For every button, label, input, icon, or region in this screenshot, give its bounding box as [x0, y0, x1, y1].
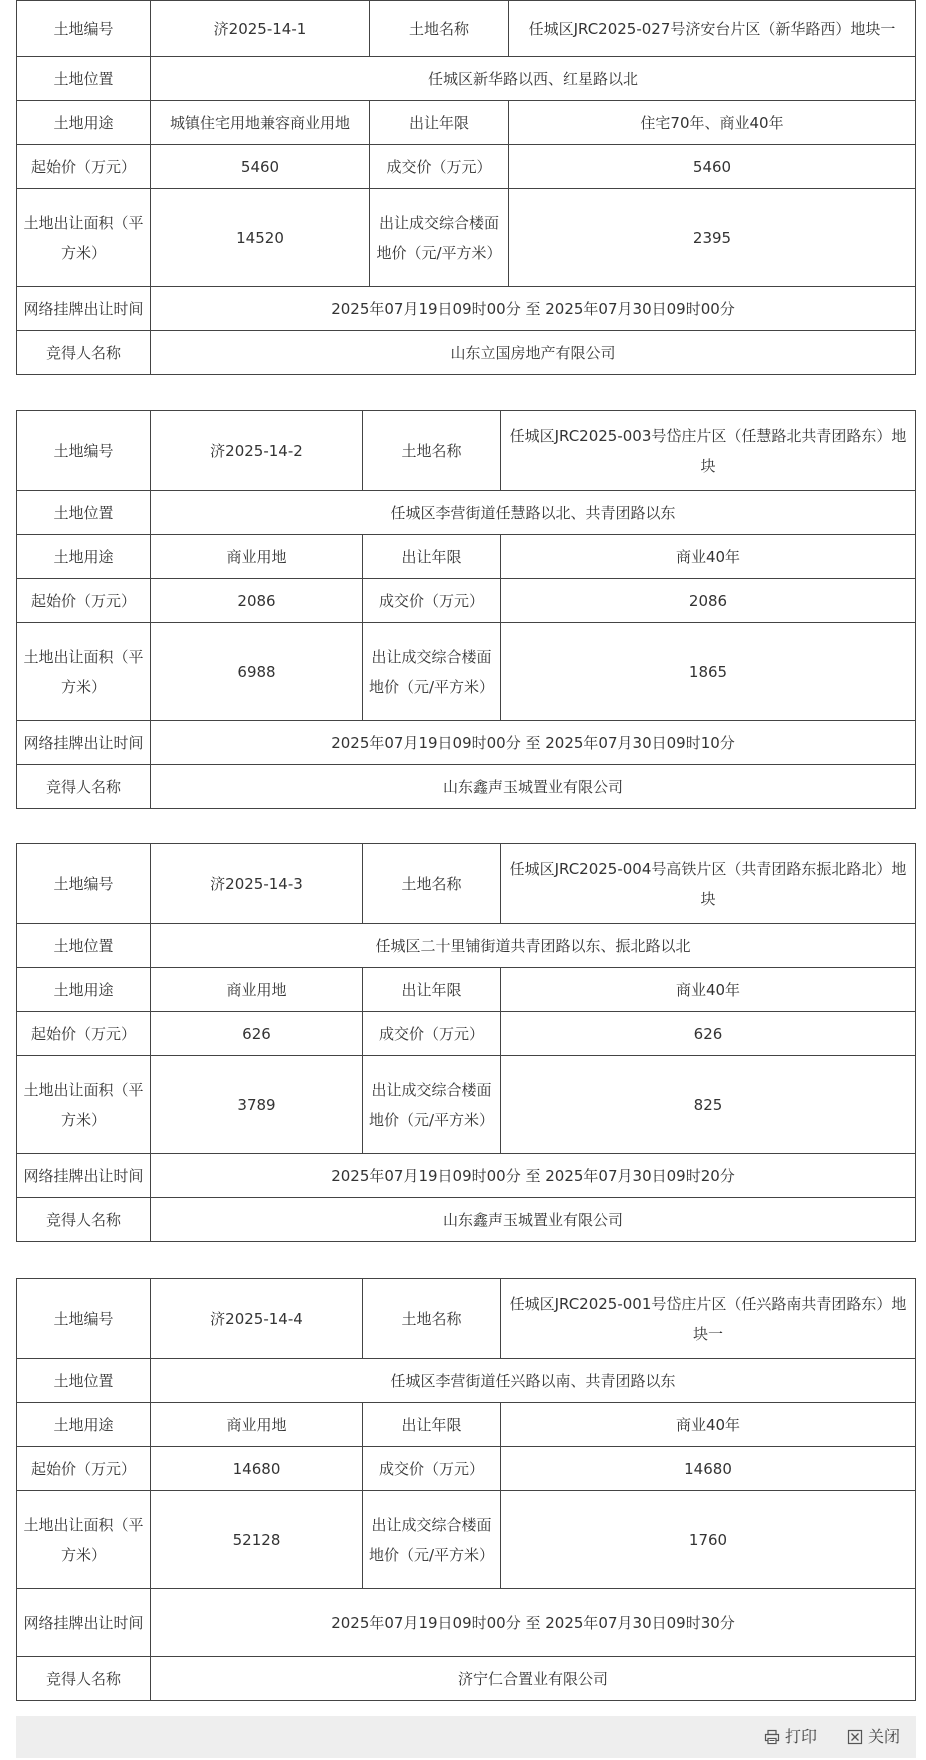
value-location: 任城区李营街道任慧路以北、共青团路以东: [151, 491, 916, 535]
value-deal-price: 626: [501, 1012, 916, 1056]
land-table-2: [16, 410, 916, 809]
label-land-no: 土地编号: [17, 1, 151, 57]
value-area: 14520: [151, 189, 370, 287]
label-location: 土地位置: [17, 491, 151, 535]
label-start-price: 起始价（万元）: [17, 145, 151, 189]
label-deal-price: 成交价（万元）: [363, 1447, 501, 1491]
label-land-name: 土地名称: [363, 1279, 501, 1359]
value-floor-price: 1760: [501, 1491, 916, 1589]
label-land-name: 土地名称: [363, 411, 501, 491]
value-land-name: 任城区JRC2025-004号高铁片区（共青团路东振北路北）地块: [501, 844, 916, 924]
label-floor-price: 出让成交综合楼面地价（元/平方米）: [363, 623, 501, 721]
value-location: 任城区新华路以西、红星路以北: [151, 57, 916, 101]
label-location: 土地位置: [17, 924, 151, 968]
label-winner: 竞得人名称: [17, 1657, 151, 1701]
label-start-price: 起始价（万元）: [17, 1012, 151, 1056]
printer-icon: [764, 1729, 780, 1745]
label-listing-time: 网络挂牌出让时间: [17, 1154, 151, 1198]
label-location: 土地位置: [17, 57, 151, 101]
label-term: 出让年限: [363, 535, 501, 579]
value-land-no: 济2025-14-1: [151, 1, 370, 57]
value-winner: 山东鑫声玉城置业有限公司: [151, 765, 916, 809]
label-floor-price: 出让成交综合楼面地价（元/平方米）: [363, 1491, 501, 1589]
value-deal-price: 5460: [509, 145, 916, 189]
label-listing-time: 网络挂牌出让时间: [17, 287, 151, 331]
label-usage: 土地用途: [17, 968, 151, 1012]
value-start-price: 5460: [151, 145, 370, 189]
value-usage: 商业用地: [151, 535, 363, 579]
label-winner: 竞得人名称: [17, 1198, 151, 1242]
value-listing-time: 2025年07月19日09时00分 至 2025年07月30日09时30分: [151, 1589, 916, 1657]
label-area: 土地出让面积（平方米）: [17, 189, 151, 287]
print-label: 打印: [785, 1727, 818, 1746]
value-deal-price: 2086: [501, 579, 916, 623]
close-label: 关闭: [868, 1727, 901, 1746]
label-area: 土地出让面积（平方米）: [17, 1056, 151, 1154]
label-usage: 土地用途: [17, 535, 151, 579]
value-area: 6988: [151, 623, 363, 721]
print-button[interactable]: [764, 1716, 817, 1758]
value-usage: 商业用地: [151, 1403, 363, 1447]
land-table-1: [16, 0, 916, 375]
land-table-4: [16, 1278, 916, 1701]
value-land-no: 济2025-14-3: [151, 844, 363, 924]
value-land-name: 任城区JRC2025-003号岱庄片区（任慧路北共青团路东）地块: [501, 411, 916, 491]
label-listing-time: 网络挂牌出让时间: [17, 721, 151, 765]
value-winner: 济宁仁合置业有限公司: [151, 1657, 916, 1701]
label-area: 土地出让面积（平方米）: [17, 623, 151, 721]
label-floor-price: 出让成交综合楼面地价（元/平方米）: [370, 189, 509, 287]
label-deal-price: 成交价（万元）: [363, 1012, 501, 1056]
value-location: 任城区二十里铺街道共青团路以东、振北路以北: [151, 924, 916, 968]
value-floor-price: 1865: [501, 623, 916, 721]
value-listing-time: 2025年07月19日09时00分 至 2025年07月30日09时20分: [151, 1154, 916, 1198]
value-deal-price: 14680: [501, 1447, 916, 1491]
label-floor-price: 出让成交综合楼面地价（元/平方米）: [363, 1056, 501, 1154]
label-area: 土地出让面积（平方米）: [17, 1491, 151, 1589]
value-listing-time: 2025年07月19日09时00分 至 2025年07月30日09时00分: [151, 287, 916, 331]
label-usage: 土地用途: [17, 101, 151, 145]
label-land-no: 土地编号: [17, 1279, 151, 1359]
label-winner: 竞得人名称: [17, 331, 151, 375]
label-land-no: 土地编号: [17, 411, 151, 491]
label-deal-price: 成交价（万元）: [363, 579, 501, 623]
label-deal-price: 成交价（万元）: [370, 145, 509, 189]
close-box-icon: [847, 1729, 863, 1745]
label-land-name: 土地名称: [363, 844, 501, 924]
land-table-3: [16, 843, 916, 1242]
label-listing-time: 网络挂牌出让时间: [17, 1589, 151, 1657]
value-start-price: 14680: [151, 1447, 363, 1491]
value-land-no: 济2025-14-4: [151, 1279, 363, 1359]
value-usage: 城镇住宅用地兼容商业用地: [151, 101, 370, 145]
value-term: 商业40年: [501, 1403, 916, 1447]
value-winner: 山东鑫声玉城置业有限公司: [151, 1198, 916, 1242]
value-area: 3789: [151, 1056, 363, 1154]
value-term: 住宅70年、商业40年: [509, 101, 916, 145]
label-term: 出让年限: [363, 1403, 501, 1447]
label-start-price: 起始价（万元）: [17, 1447, 151, 1491]
label-usage: 土地用途: [17, 1403, 151, 1447]
value-start-price: 626: [151, 1012, 363, 1056]
label-term: 出让年限: [370, 101, 509, 145]
label-start-price: 起始价（万元）: [17, 579, 151, 623]
footer-bar: [16, 1716, 916, 1758]
value-listing-time: 2025年07月19日09时00分 至 2025年07月30日09时10分: [151, 721, 916, 765]
label-location: 土地位置: [17, 1359, 151, 1403]
value-winner: 山东立国房地产有限公司: [151, 331, 916, 375]
value-area: 52128: [151, 1491, 363, 1589]
value-location: 任城区李营街道任兴路以南、共青团路以东: [151, 1359, 916, 1403]
value-start-price: 2086: [151, 579, 363, 623]
label-winner: 竞得人名称: [17, 765, 151, 809]
label-term: 出让年限: [363, 968, 501, 1012]
label-land-no: 土地编号: [17, 844, 151, 924]
value-floor-price: 2395: [509, 189, 916, 287]
label-land-name: 土地名称: [370, 1, 509, 57]
value-term: 商业40年: [501, 968, 916, 1012]
value-land-name: 任城区JRC2025-027号济安台片区（新华路西）地块一: [509, 1, 916, 57]
value-floor-price: 825: [501, 1056, 916, 1154]
value-land-name: 任城区JRC2025-001号岱庄片区（任兴路南共青团路东）地块一: [501, 1279, 916, 1359]
close-button[interactable]: [847, 1716, 900, 1758]
value-usage: 商业用地: [151, 968, 363, 1012]
value-term: 商业40年: [501, 535, 916, 579]
value-land-no: 济2025-14-2: [151, 411, 363, 491]
